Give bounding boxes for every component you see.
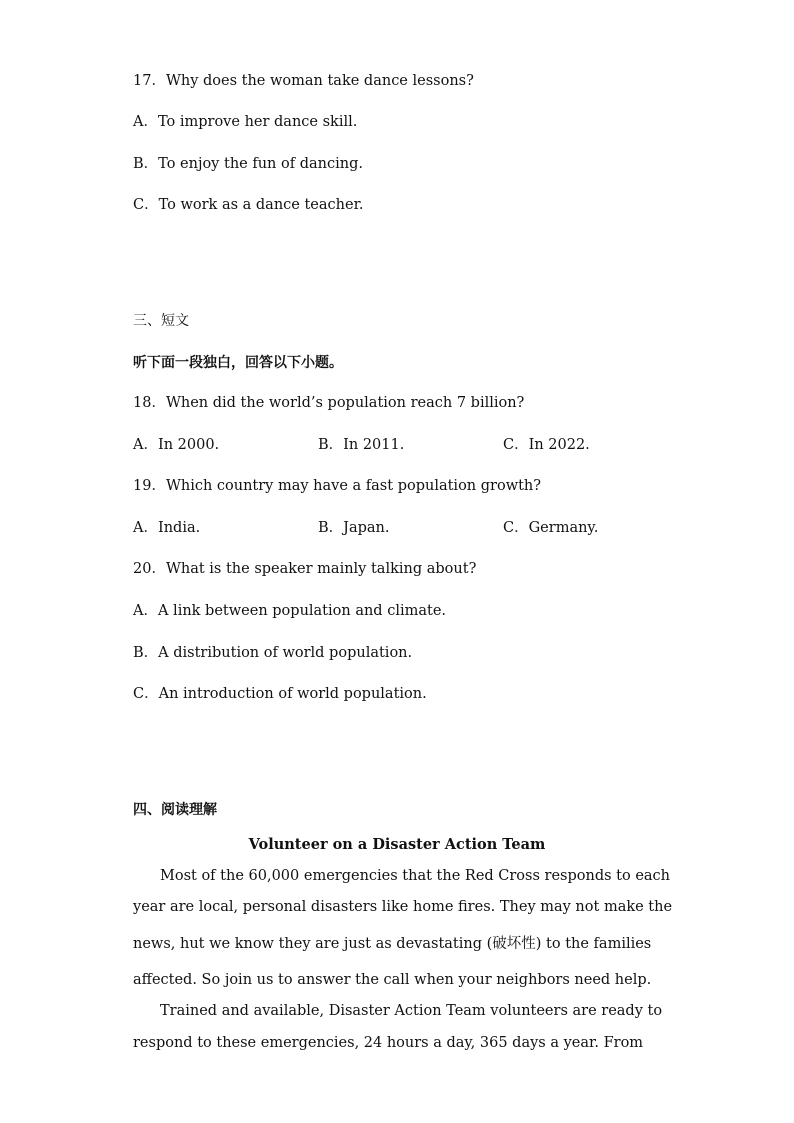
passage-line-6: respond to these emergencies, 24 hours a day, 365 days a year. From — [133, 1035, 644, 1051]
q19-option-c: C．Germany. — [503, 520, 599, 536]
q19-option-b: B．Japan. — [318, 520, 390, 536]
question-19: 19．Which country may have a fast population growth? — [133, 478, 542, 494]
passage-line-5: Trained and available, Disaster Action Team volunteers are ready to — [160, 1003, 663, 1019]
section-3-heading: 三、短文 — [133, 313, 189, 329]
passage-line-3: news, hut we know they are just as devastating (破坏性) to the families — [133, 936, 652, 952]
section-4-heading: 四、阅读理解 — [133, 802, 217, 818]
q20-option-a: A．A link between population and climate. — [133, 603, 447, 619]
q17-option-a: A．To improve her dance skill. — [133, 114, 358, 130]
question-18: 18．When did the world’s population reach 7 billion? — [133, 395, 525, 411]
passage-line-2: year are local, personal disasters like home fires. They may not make the — [133, 899, 673, 915]
q17-option-c: C．To work as a dance teacher. — [133, 197, 364, 213]
q18-option-a: A．In 2000. — [133, 437, 220, 453]
q19-option-a: A．India. — [133, 520, 201, 536]
section-3-instruction: 听下面一段独白，回答以下小题。 — [133, 355, 343, 371]
passage-title: Volunteer on a Disaster Action Team — [248, 836, 546, 853]
passage-line-4: affected. So join us to answer the call when your neighbors need help. — [133, 972, 652, 988]
question-20: 20．What is the speaker mainly talking about? — [133, 561, 477, 577]
question-17: 17．Why does the woman take dance lessons? — [133, 73, 474, 89]
q18-option-b: B．In 2011. — [318, 437, 405, 453]
passage-line-1: Most of the 60,000 emergencies that the Red Cross responds to each — [160, 868, 671, 884]
q20-option-c: C．An introduction of world population. — [133, 686, 427, 702]
q20-option-b: B．A distribution of world population. — [133, 645, 413, 661]
q17-option-b: B．To enjoy the fun of dancing. — [133, 156, 363, 172]
q18-option-c: C．In 2022. — [503, 437, 590, 453]
